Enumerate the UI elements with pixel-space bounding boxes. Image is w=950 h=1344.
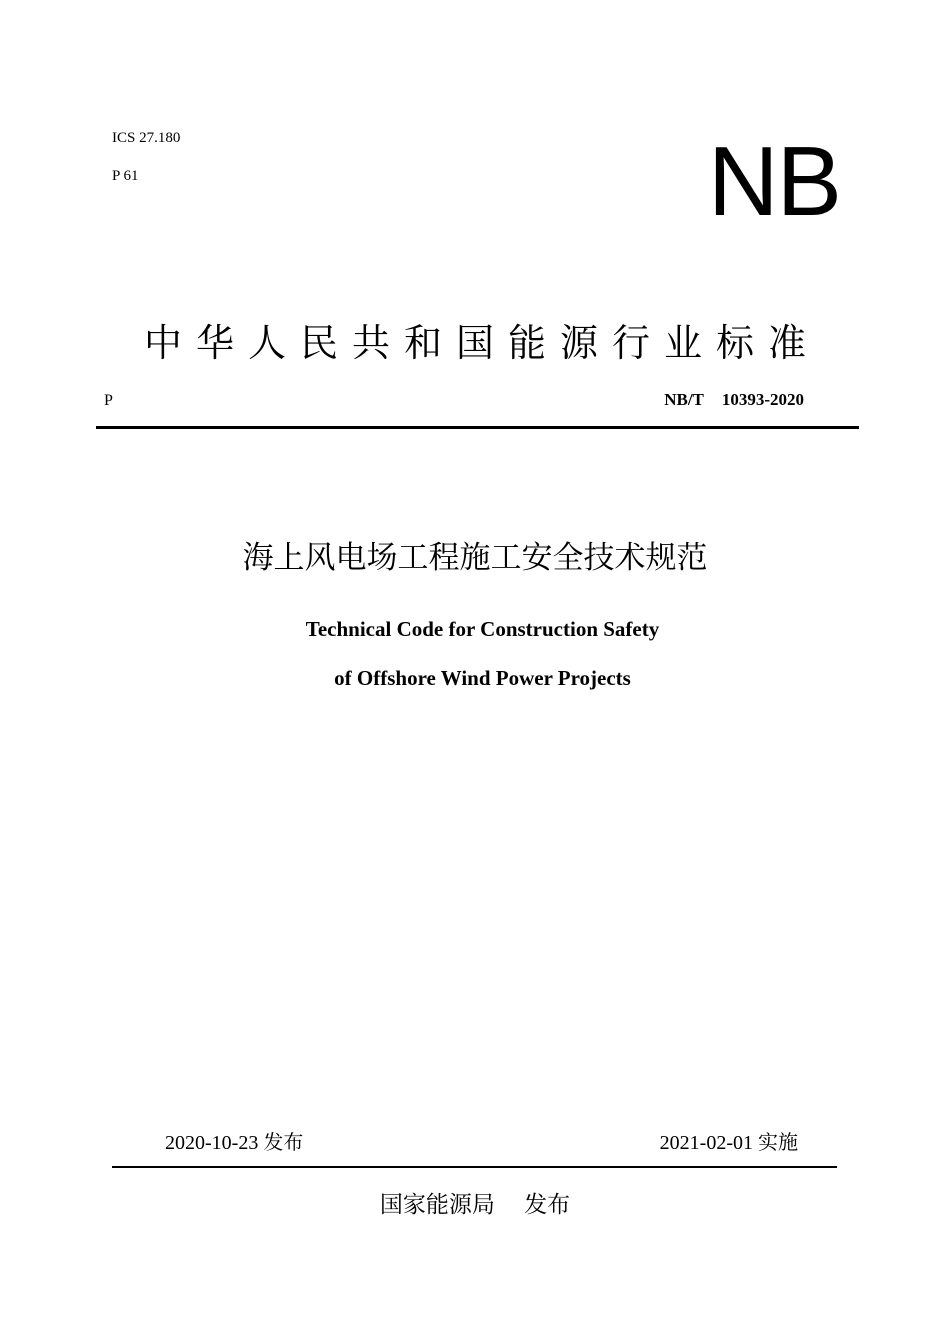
standard-category-title: 中华人民共和国能源行业标准 — [143, 321, 820, 365]
implementation-date: 2021-02-01 实施 — [659, 1132, 798, 1154]
standard-number: NB/T 10393-2020 — [664, 390, 804, 409]
document-title-cn: 海上风电场工程施工安全技术规范 — [242, 540, 708, 576]
document-title-en-line1: Technical Code for Construction Safety — [305, 617, 660, 641]
issue-date: 2020-10-23 发布 — [165, 1132, 304, 1154]
bottom-divider — [112, 1166, 837, 1168]
p-label: P — [104, 392, 113, 409]
ics-code: ICS 27.180 — [112, 130, 181, 146]
issuer: 国家能源局 发布 — [379, 1192, 571, 1218]
top-divider — [96, 426, 859, 429]
nb-logo: NB — [707, 126, 840, 236]
classification-code: P 61 — [112, 168, 139, 184]
document-title-en-line2: of Offshore Wind Power Projects — [334, 666, 631, 690]
